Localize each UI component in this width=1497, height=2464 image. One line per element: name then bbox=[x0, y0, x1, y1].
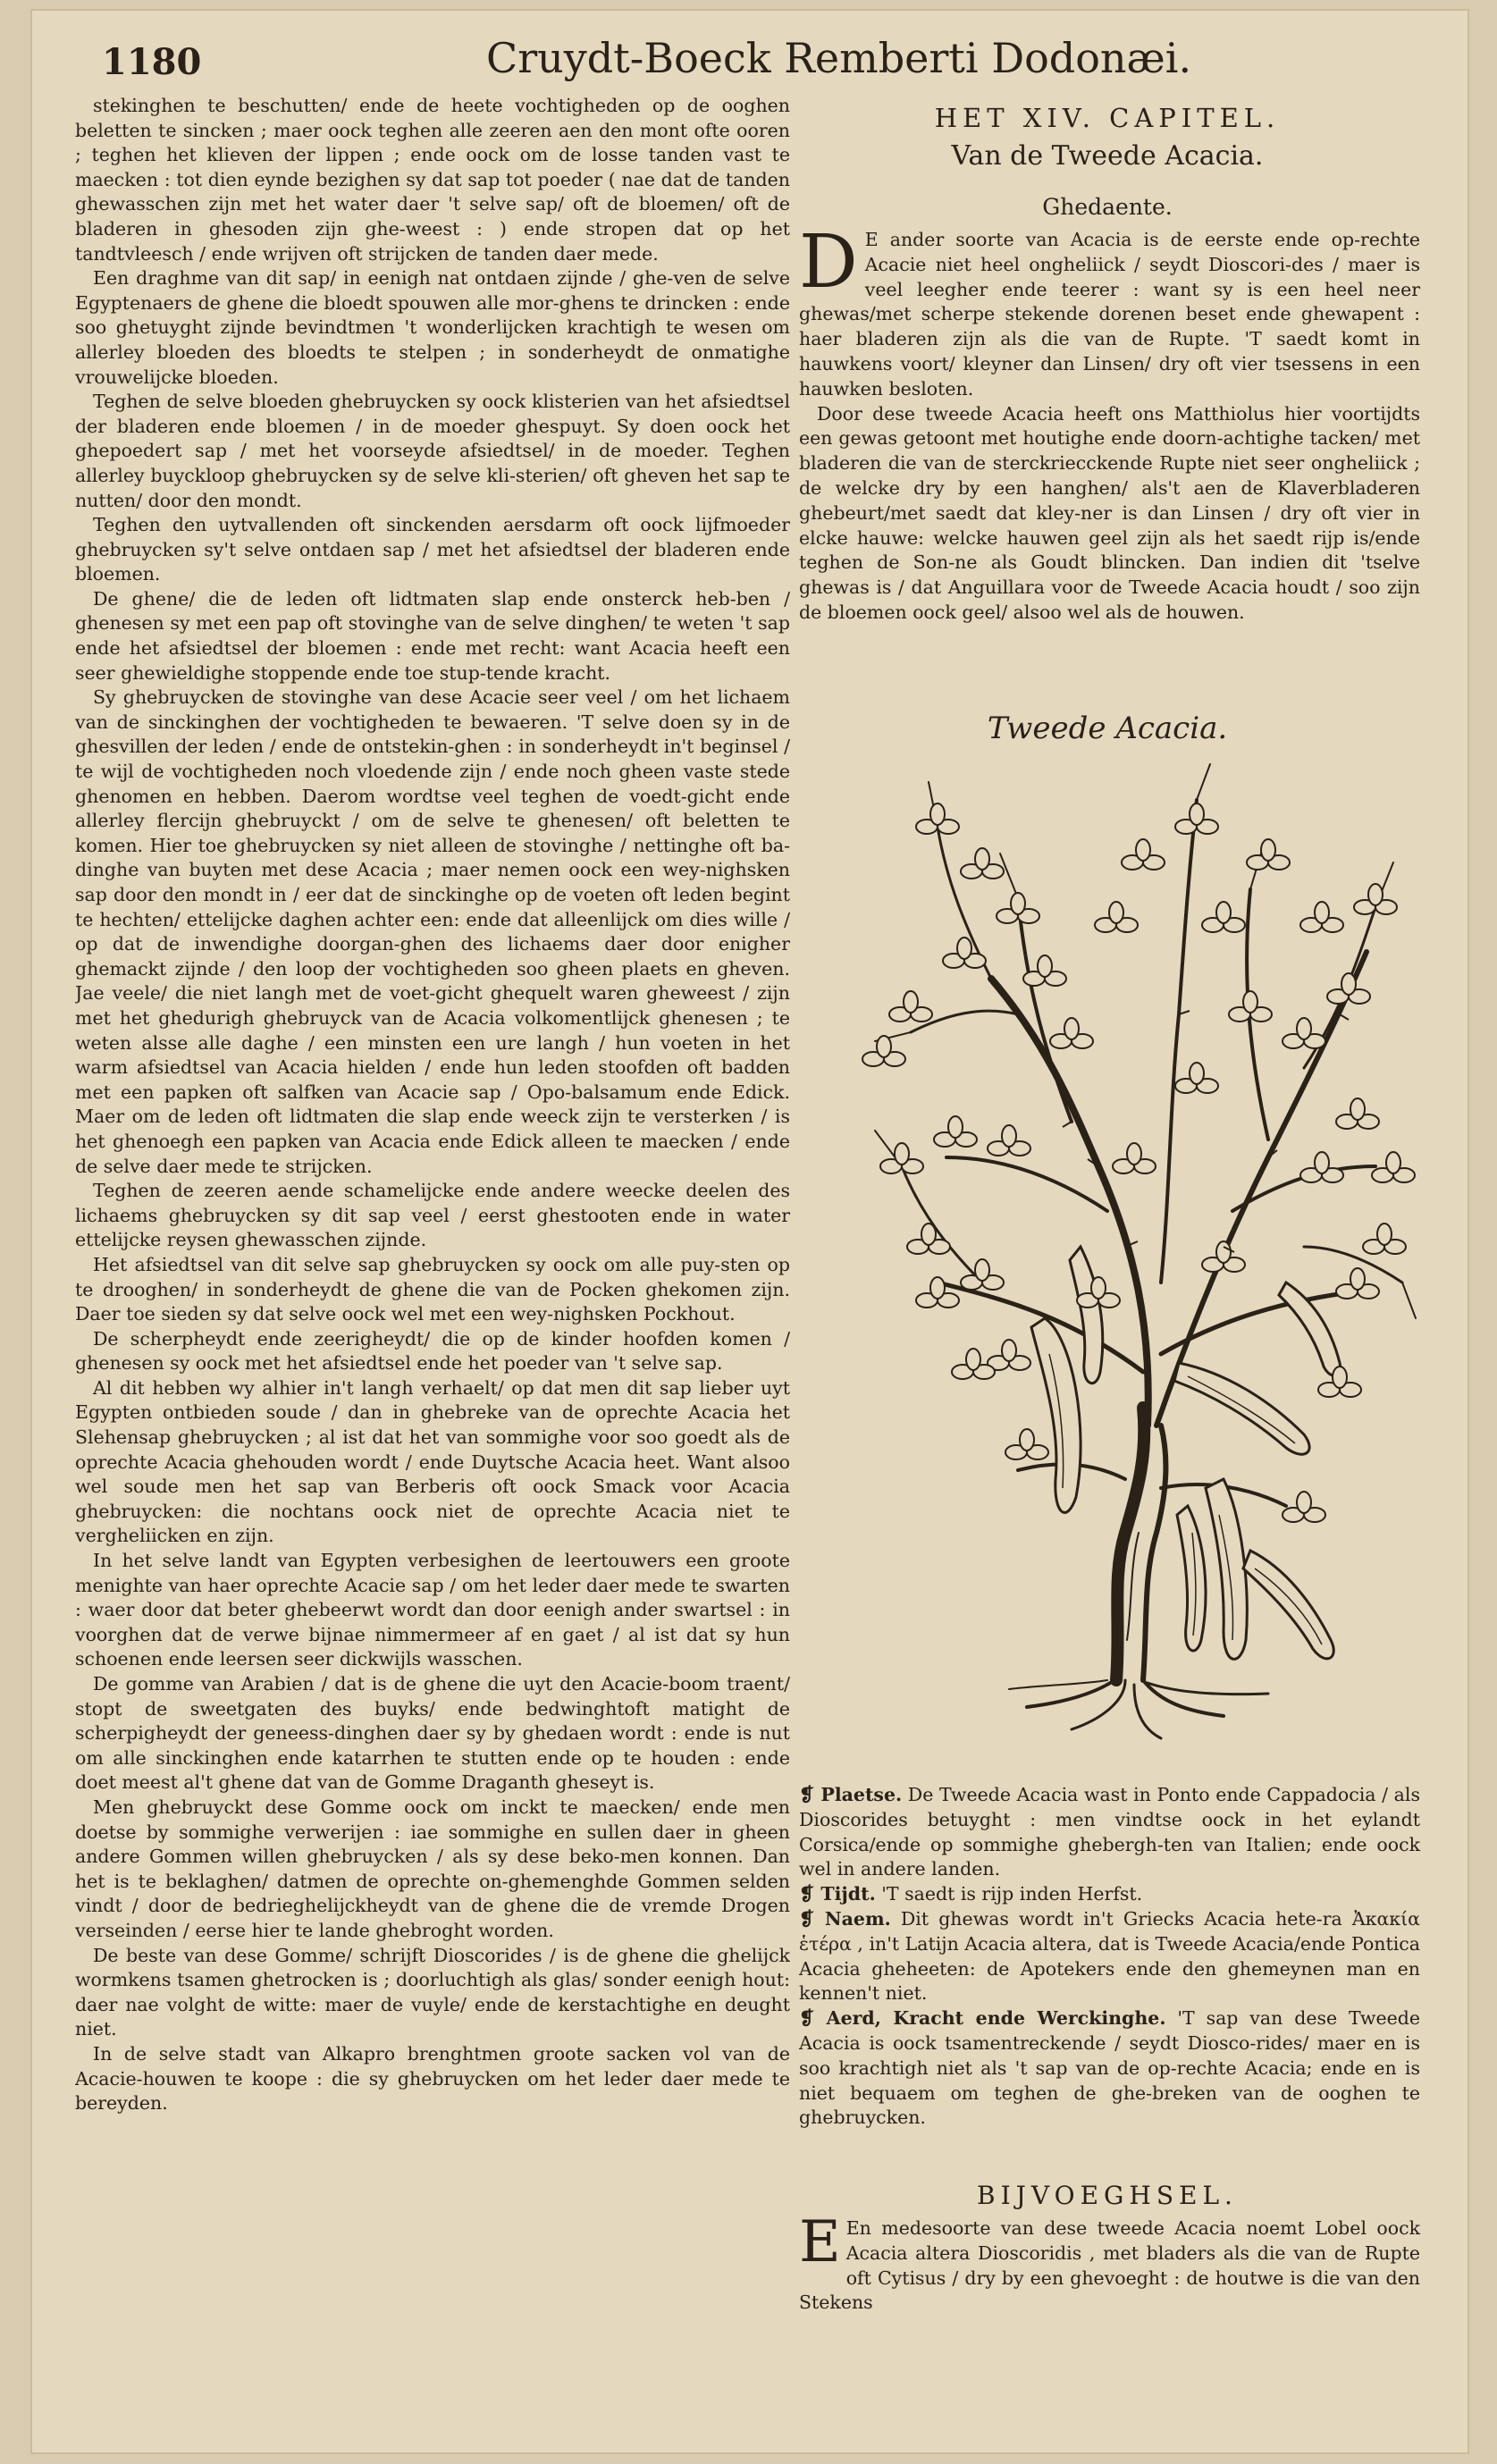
note-text: De Tweede Acacia wast in Ponto ende Cappadocia / als Dioscorides betuyght : men vindtse oock in het eylandt Corsica/ende op sommighe ghebergh-ten van Italien; ende oock wel in andere landen. bbox=[799, 1784, 1420, 1880]
addendum-block bbox=[799, 2209, 1420, 2316]
description-block bbox=[799, 220, 1420, 626]
addendum-heading: BIJVOEGHSEL. bbox=[977, 2181, 1238, 2210]
page-number: 1180 bbox=[102, 41, 202, 83]
chapter-title: Van de Tweede Acacia. bbox=[951, 140, 1264, 172]
chapter-heading: HET XIV. CAPITEL. bbox=[934, 103, 1281, 133]
drop-cap: D bbox=[799, 220, 858, 305]
description-paragraph: Door dese tweede Acacia heeft ons Matthiolus hier voortijdts een gewas getoont met houtighe ende doorn-achtighe tacken/ met bladeren die van de sterckriecckende Rupte niet seer ongheliick ; de welcke dry by een hanghen/ als't aen de Klaverbladeren ghebeurt/met saedt dat kley-ner is dan Linsen / dry oft vier in elcke hauwe: welcke hauwen geel zijn als het saedt rijp is/ende teghen de Son-ne als Goudt blincken. Dan indien dit 'tselve ghewas is / dat Anguillara voor de Tweede Acacia houdt / soo zijn de bloemen oock geel/ alsoo wel als de houwen. bbox=[799, 402, 1420, 623]
left-paragraph: De beste van dese Gomme/ schrijft Dioscorides / is de ghene die ghelijck wormkens tsamen ghetrocken is ; doorluchtigh als glas/ sonder eenigh hout: daer nae volght de witte: maer de vuyle/ ende de kerstachtighe en deught niet. bbox=[75, 1944, 790, 2040]
left-paragraph: Teghen de zeeren aende schamelijcke ende andere weecke deelen des lichaems ghebruycken sy dit sap veel / eerst ghestooten ende in water ettelijcke reysen ghewasschen zijnde. bbox=[75, 1180, 790, 1251]
left-paragraph: Sy ghebruycken de stovinghe van dese Acacie seer veel / om het lichaem van de sinckinghen der vochtigheden te bewaeren. 'T selve doen sy in de ghesvillen der leden / ende de ontstekin-ghen : in sonderheydt in't beginsel / te wijl de vochtigheden noch vloedende zijn / ende noch gheen vaste stede ghenomen en hebben. Daerom wordtse veel teghen de voedt-gicht ende allerley flercijn ghebruyckt / om de selve te ghenesen/ oft beletten te komen. Hier toe ghebruycken sy niet alleen de stovinghe / nettinghe oft ba-dinghe van buyten met dese Acacia ; maer nemen oock een wey-nighsken sap door den mondt in / eer dat de sinckinghe op de voeten oft leden begint te hechten/ ettelijcke daghen achter een: ende dat alleenlijck om dies wille / op dat de inwendighe doorgan-ghen des lichaems daer door enigher ghemackt zijnde / den loop der vochtigheden soo gheen plaets en gheven. Jae veele/ die niet langh met de voet-gicht ghequelt waren gheweest / zijn met het ghedurigh ghebruyck van de Acacia volkomentlijck ghenesen ; te weten alsse alle daghe / een minsten een ure langh / hun voeten in het warm afsiedtsel van Acacia hielden / ende hun leden stoofden oft badden met een papken oft salfken van Acacie sap / Opo-balsamum ende Edick. Maer om de leden oft lidtmaten die slap ende weeck zijn te versterken / is het ghenoegh een papken van Acacia ende Edick alleen te maecken / ende de selve daer mede te strijcken. bbox=[75, 686, 790, 1177]
description-paragraph bbox=[799, 220, 1420, 402]
note-place bbox=[799, 1783, 1420, 1882]
left-text-column bbox=[75, 94, 790, 2435]
left-paragraph: In het selve landt van Egypten verbesighen de leertouwers een groote menighte van haer oprechte Acacie sap / om het leder daer mede te swarten : waer door dat beter ghebeerwt wordt dan door eenigh ander swartsel : in voorghen dat de verwe bijnae nimmermeer af en gaet / al ist dat sy hun schoenen ende leersen seer dickwijls wasschen. bbox=[75, 1550, 790, 1670]
left-paragraph: Teghen den uytvallenden oft sinckenden aersdarm oft oock lijfmoeder ghebruycken sy't selve ontdaen sap / met het afsiedtsel der bladeren ende bloemen. bbox=[75, 514, 790, 585]
note-text: 'T saedt is rijp inden Herfst. bbox=[881, 1883, 1143, 1905]
left-paragraph: De ghene/ die de leden oft lidtmaten slap ende onsterck heb-ben / ghenesen sy met een pap oft stovinghe van de selve dinghen/ te weten 't sap ende het afsiedtsel der bloemen : ende met recht: want Acacia heeft een seer ghewieldighe stoppende ende toe stup-tende kracht. bbox=[75, 587, 790, 684]
left-paragraph: Een draghme van dit sap/ in eenigh nat ontdaen zijnde / ghe-ven de selve Egyptenaers de ghene die bloedt spouwen alle mor-ghens te drincken : ende soo ghetuyght zijnde bevindtmen 't wonderlijcken krachtigh te wesen om allerley bloeden des bloedts te stelpen ; in sonderheydt de onmatighe vrouwelijcke bloeden. bbox=[75, 267, 790, 388]
left-paragraph: De scherpheydt ende zeerigheydt/ die op de kinder hoofden komen / ghenesen sy oock met het afsiedtsel ende het poeder van 't selve sap. bbox=[75, 1327, 790, 1375]
addendum-drop-cap: E bbox=[799, 2209, 841, 2275]
notes-block bbox=[799, 1783, 1420, 2131]
acacia-woodcut-illustration bbox=[803, 746, 1420, 1792]
addendum-text: En medesoorte van dese tweede Acacia noemt Lobel oock Acacia altera Dioscoridis , met bladers als die van de Rupte oft Cytisus / dry by een ghevoeght : de houtwe is die van den Stekens bbox=[799, 2217, 1420, 2314]
note-text: 'T sap van dese Tweede Acacia is oock tsamentreckende / seydt Diosco-rides/ maer en is soo krachtigh niet als 't sap van de op-rechte Acacia; ende en is niet bequaem om teghen de ghe-breken van de ooghen te ghebruycken. bbox=[799, 2007, 1420, 2129]
note-marker: ❡ Plaetse. bbox=[799, 1784, 903, 1805]
right-text-column bbox=[781, 94, 1438, 2435]
section-heading: Ghedaente. bbox=[1042, 194, 1173, 220]
note-marker: ❡ Aerd, Kracht ende Werckinghe. bbox=[799, 2007, 1166, 2030]
left-paragraph: stekinghen te beschutten/ ende de heete vochtigheden op de ooghen beletten te sincken ; maer oock teghen alle zeeren aen den mont ofte ooren ; teghen het klieven der lippen ; ende oock om de losse tanden vast te maecken : tot dien eynde bezighen sy dat sap tot poeder ( nae dat de tanden ghewasschen zijn met het water daer 't selve sap/ oft de bloemen/ oft de bladeren in ghesoden zijn ghe-weest : ) ende stropen dat op het tandtvleesch / ende wrijven oft strijcken de tanden daer mede. bbox=[75, 95, 790, 265]
note-time bbox=[799, 1882, 1420, 1907]
description-text: E ander soorte van Acacia is de eerste ende op-rechte Acacie niet heel ongheliick / seydt Dioscori-des / maer is veel leegher ende teerer : want sy is een heel neer ghewas/met scherpe stekende dorenen beset ende ghewapent : haer bladeren zijn als die van de Rupte. 'T saedt komt in hauwkens voort/ kleyner dan Linsen/ dry oft vier tsessens in een hauwken besloten. bbox=[799, 229, 1420, 399]
left-paragraph: De gomme van Arabien / dat is de ghene die uyt den Acacie-boom traent/ stopt de sweetgaten des buyks/ ende bedwinghtoft matight de scherpigheydt der geneess-dinghen daer sy by ghedaen wordt : ende is nut om alle sinckinghen ende katarrhen te stutten ende op te houden : ende doet meest al't ghene dat van de Gomme Draganth gheseyt is. bbox=[75, 1673, 790, 1794]
note-marker: ❡ Tijdt. bbox=[799, 1883, 876, 1905]
running-title: Cruydt-Boeck Remberti Dodonæi. bbox=[486, 34, 1192, 82]
left-paragraph: Het afsiedtsel van dit selve sap ghebruycken sy oock om alle puy-sten op te drooghen/ in sonderheydt de ghene die van de Pocken ghekomen zijn. Daer toe sieden sy dat selve oock wel met een wey-nighsken Pockhout. bbox=[75, 1253, 790, 1325]
page-header bbox=[75, 34, 1434, 97]
note-marker: ❡ Naem. bbox=[799, 1907, 891, 1930]
figure-caption: Tweede Acacia. bbox=[987, 711, 1228, 746]
note-properties bbox=[799, 2006, 1420, 2131]
left-paragraph: Teghen de selve bloeden ghebruycken sy oock klisterien van het afsiedtsel der bladeren ende bloemen / in de moeder ghespuyt. Sy doen oock het ghepoedert sap / met het voorseyde afsiedtsel/ in de moeder. Teghen allerley buyckloop ghebruycken sy de selve kli-sterien/ oft gheven het sap te nutten/ door den mondt. bbox=[75, 391, 790, 511]
note-text: Dit ghewas wordt in't Griecks Acacia hete-ra Ἀκακία ἑτέρα , in't Latijn Acacia altera, dat is Tweede Acacia/ende Pontica Acacia gheheeten: de Apotekers ende den ghemeynen man en kennen't niet. bbox=[799, 1907, 1420, 2005]
left-paragraph: Al dit hebben wy alhier in't langh verhaelt/ op dat men dit sap lieber uyt Egypten ontbieden soude / dan in ghebreke van de oprechte Acacia het Slehensap ghebruycken ; al ist dat het van sommighe voor soo goedt als de oprechte Acacia ghehouden wordt / ende Duytsche Acacia heet. Want alsoo wel soude men het sap van Berberis oft oock Smack voor Acacia ghebruycken: die nochtans oock niet de oprechte Acacia niet te vergheliicken en zijn. bbox=[75, 1376, 790, 1547]
note-name bbox=[799, 1907, 1420, 2006]
left-paragraph: Men ghebruyckt dese Gomme oock om inckt te maecken/ ende men doetse by sommighe verwerijen : iae sommighe en sullen daer in gheen andere Gommen willen ghebruycken / als sy dese beko-men konnen. Dan het is te beklaghen/ datmen de oprechte on-ghemenghde Gommen selden vindt / door de bedrieghelijckheydt van de ghene die de vremde Drogen verseinden / eerse hier te lande ghebroght worden. bbox=[75, 1795, 790, 1941]
addendum-paragraph bbox=[799, 2209, 1420, 2316]
book-page bbox=[30, 9, 1469, 2454]
left-paragraph: In de selve stadt van Alkapro brenghtmen groote sacken vol van de Acacie-houwen te koope : die sy ghebruycken om het leder daer mede te bereyden. bbox=[75, 2042, 790, 2115]
